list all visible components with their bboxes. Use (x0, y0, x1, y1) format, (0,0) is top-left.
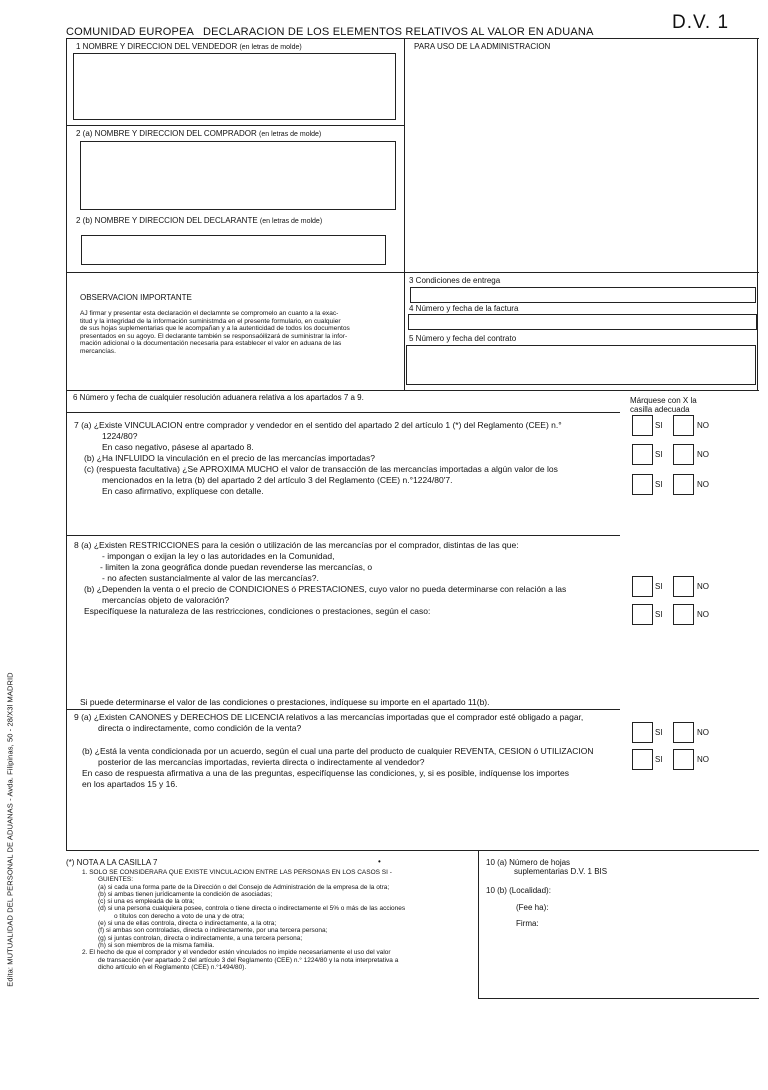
field10b-location: 10 (b) (Localidad): (486, 886, 551, 895)
section-8 (74, 540, 634, 617)
field10b-date: (Fee ha): (516, 903, 549, 912)
q7c-yes-checkbox[interactable] (632, 474, 653, 495)
obs-line-1: AJ firmar y presentar esta declaración el declamnte se compromelo an cuanto a la exac- (80, 310, 339, 317)
note-1-line-2: GUIENTES: (98, 876, 134, 884)
mark-hint-1: Márquese con X la (630, 396, 697, 405)
q8a-no-checkbox[interactable] (673, 576, 694, 597)
mark-hint (630, 396, 697, 414)
mark-hint-2: casilla adecuada (630, 405, 690, 414)
field10b-signature: Firma: (516, 919, 539, 928)
obs-line-3: de sus hojas suplementarias que le acompañan y a la autenticidad de todos los documentos (80, 325, 350, 332)
field1-note: (en letras de molde) (239, 44, 302, 51)
q9b-line-1: (b) ¿Está la venta condicionada por un acuerdo, según el cual una parte del producto de cualquier REVENTA, CESION ó UTILIZACION (82, 746, 594, 756)
q7a-line-3: En caso negativo, pásese al apartado 8. (102, 442, 254, 452)
section-9b (82, 746, 642, 790)
q9a-line-2: directa o indirectamente, como condición de la venta? (98, 723, 302, 733)
note-item-h: (h) si son miembros de la misma familia. (98, 941, 215, 949)
note-bullet: • (378, 857, 381, 866)
q8a-line-4: - no afecten sustancialmente al valor de las mercancías?. (102, 573, 319, 583)
q7c-no-label: NO (697, 480, 709, 489)
buyer-input[interactable] (80, 141, 396, 210)
field2a-note: (en letras de molde) (259, 131, 322, 138)
field3-label: 3 Condiciones de entrega (409, 276, 501, 285)
q9a-yes-checkbox[interactable] (632, 722, 653, 743)
note-title: (*) NOTA A LA CASILLA 7 (66, 858, 158, 867)
q7a-yes-label: SI (655, 421, 663, 430)
q8b-yes-checkbox[interactable] (632, 604, 653, 625)
row-divider-3 (66, 412, 620, 413)
note-item-d-1: (d) si una persona cualquiera posee, controla o tiene directa o indirectamente el 5% o más de las acciones (98, 905, 406, 913)
q8-footer: Si puede determinarse el valor de las condiciones o prestaciones, indíquese su importe en el apartado 11(b). (80, 697, 490, 707)
note-1-line-1: 1. SOLO SE CONSIDERARA QUE EXISTE VINCULACION ENTRE LAS PERSONAS EN LOS CASOS SI - (82, 869, 392, 876)
q9b-no-label: NO (697, 755, 709, 764)
q7c-line-3: En caso afirmativo, explíquese con detalle. (102, 486, 264, 496)
q7b-no-label: NO (697, 450, 709, 459)
q7a-no-label: NO (697, 421, 709, 430)
field6-label: 6 Número y fecha de cualquier resolución aduanera relativa a los apartados 7 a 9. (73, 393, 364, 402)
obs-title: OBSERVACION IMPORTANTE (80, 293, 192, 302)
note-item-e: (e) si una de ellas controla, directa o indirectamente, a la otra; (98, 920, 277, 928)
field2a-label: 2 (a) NOMBRE Y DIRECCION DEL COMPRADOR (76, 129, 257, 138)
note-item-a: (a) si cada una forma parte de la Dirección o del Consejo de Administración de la empresa de la otra; (98, 883, 390, 891)
form-code: D.V. 1 (672, 12, 730, 33)
note-body (82, 869, 405, 971)
obs-line-4: presentados en su agoyo. El declarante también se responsaóilizará de suministrar la infor- (80, 332, 348, 340)
q9a-yes-label: SI (655, 728, 663, 737)
middle-divider (404, 38, 405, 390)
field4-label: 4 Número y fecha de la factura (409, 304, 519, 313)
q7b-yes-checkbox[interactable] (632, 444, 653, 465)
q7a-no-checkbox[interactable] (673, 415, 694, 436)
q7c-line-1: (c) (respuesta facultativa) ¿Se APROXIMA MUCHO el valor de transacción de las mercancías importadas a algún valor de los (84, 464, 558, 474)
row-divider-5 (66, 709, 620, 710)
note-2-line-3: dicho artículo en el Reglamento (CEE) n.°1494/80). (98, 963, 247, 971)
field10a (486, 858, 607, 876)
field10a-line-2: suplementarias D.V. 1 BIS (514, 867, 608, 876)
q8b-line-2: mercancías objeto de valoración? (102, 595, 230, 605)
q9a-no-checkbox[interactable] (673, 722, 694, 743)
q9b-yes-checkbox[interactable] (632, 749, 653, 770)
field10a-line-1: 10 (a) Número de hojas (486, 858, 571, 867)
top-border (66, 38, 759, 39)
q7a-line-1: 7 (a) ¿Existe VINCULACION entre comprador y vendedor en el sentido del apartado 2 del artículo 1 (*) del Reglamento (CEE) n.° (74, 420, 562, 430)
obs-text (80, 310, 350, 355)
field10-divider (478, 850, 479, 998)
section-7 (74, 420, 624, 497)
q9b-yes-label: SI (655, 755, 663, 764)
obs-line-2: titud y la integridad de la información suministmda en el presente formulario, en cualquier (80, 317, 341, 325)
row-divider-6 (66, 850, 759, 851)
q8a-yes-label: SI (655, 582, 663, 591)
admin-label: PARA USO DE LA ADMINISTRACION (414, 42, 551, 51)
note-item-b: (b) si ambas tienen jurídicamente la condición de asociadas; (98, 890, 273, 898)
q9b-no-checkbox[interactable] (673, 749, 694, 770)
field5-label: 5 Número y fecha del contrato (409, 334, 517, 343)
field1-divider (66, 125, 404, 126)
invoice-input[interactable] (408, 314, 757, 330)
left-border (66, 38, 67, 850)
seller-input[interactable] (73, 53, 396, 120)
note-item-c: (c) si una es empleada de la otra; (98, 898, 195, 906)
q8b-no-label: NO (697, 610, 709, 619)
q7a-yes-checkbox[interactable] (632, 415, 653, 436)
q7a-line-2: 1224/80? (102, 431, 138, 441)
note-2-line-1: 2. El hecho de que el comprador y el vendedor estén vinculados no impide necesariamente el uso del valor (82, 949, 391, 957)
row-divider-4 (66, 535, 620, 536)
field2b-label: 2 (b) NOMBRE Y DIRECCION DEL DECLARANTE (76, 216, 258, 225)
q8b-line-3: Especifíquese la naturaleza de las restricciones, condiciones o prestaciones, según el caso: (84, 606, 431, 616)
delivery-terms-input[interactable] (410, 287, 756, 303)
q8b-no-checkbox[interactable] (673, 604, 694, 625)
note-item-d-2: o títulos con derecho a voto de una y de otra; (114, 912, 245, 920)
q7b: (b) ¿Ha INFLUIDO la vinculación en el precio de las mercancías importadas? (84, 453, 376, 463)
declarant-input[interactable] (81, 235, 386, 265)
q9c-line-1: En caso de respuesta afirmativa a una de las preguntas, especifíquense las condiciones, y, si es posible, indíquense los importes (82, 768, 569, 778)
row-divider-2 (66, 390, 759, 391)
q8a-no-label: NO (697, 582, 709, 591)
side-imprint: Edita: MUTUALIDAD DEL PERSONAL DE ADUANAS - Avda. Filipinas, 50 - 28/X3l MADRID (5, 672, 15, 987)
section-9 (74, 712, 634, 734)
q9b-line-2: posterior de las mercancías importadas, revierta directa o indirectamente al vendedor? (98, 757, 425, 767)
contract-input[interactable] (406, 345, 756, 385)
row-divider-1 (66, 272, 759, 273)
form-title: DECLARACION DE LOS ELEMENTOS RELATIVOS AL VALOR EN ADUANA (203, 26, 594, 38)
q7c-no-checkbox[interactable] (673, 474, 694, 495)
q9a-line-1: 9 (a) ¿Existen CANONES y DERECHOS DE LICENCIA relativos a las mercancías importadas que el comprador esté obligado a pagar, (74, 712, 584, 722)
q7b-yes-label: SI (655, 450, 663, 459)
q8a-line-3: - limiten la zona geográfica donde puedan revenderse las mercancías, o (100, 562, 373, 572)
q9c-line-2: en los apartados 15 y 16. (82, 779, 178, 789)
q8a-line-2: - impongan o exijan la ley o las autoridades en la Comunidad, (102, 551, 335, 561)
note-item-g: (g) si juntas controlan, directa o indirectamente, a una tercera persona; (98, 934, 303, 942)
q7b-no-checkbox[interactable] (673, 444, 694, 465)
field1-label: 1 NOMBRE Y DIRECCION DEL VENDEDOR (76, 42, 238, 51)
q7c-line-2: mencionados en la letra (b) del apartado 2 del artículo 3 del Reglamento (CEE) n.°1224/80'7. (102, 475, 453, 485)
q8a-line-1: 8 (a) ¿Existen RESTRICCIONES para la cesión o utilización de las mercancías por el comprador, distintas de las que: (74, 540, 519, 550)
q7c-yes-label: SI (655, 480, 663, 489)
q8a-yes-checkbox[interactable] (632, 576, 653, 597)
field2b-note: (en letras de molde) (259, 218, 323, 225)
q8b-yes-label: SI (655, 610, 663, 619)
note-item-f: (f) si ambas son controladas, directa o indirectamente, por una tercera persona; (98, 927, 328, 935)
field10-bottom (478, 998, 759, 999)
header-community: COMUNIDAD EUROPEA (66, 26, 195, 38)
obs-line-5: mación adicional o la documentación necesaria para establecer el valor en aduana de las (80, 340, 342, 347)
right-border (757, 38, 758, 390)
q8b-line-1: (b) ¿Dependen la venta o el precio de CONDICIONES ó PRESTACIONES, cuyo valor no pueda determinarse con relación a las (84, 584, 567, 594)
obs-line-6: mercancías. (80, 347, 116, 355)
q9a-no-label: NO (697, 728, 709, 737)
note-2-line-2: de transacción (ver apartado 2 del artículo 3 del Reglamento (CEE) n.° 1224/80 y la nota interpretativa a (98, 956, 399, 964)
